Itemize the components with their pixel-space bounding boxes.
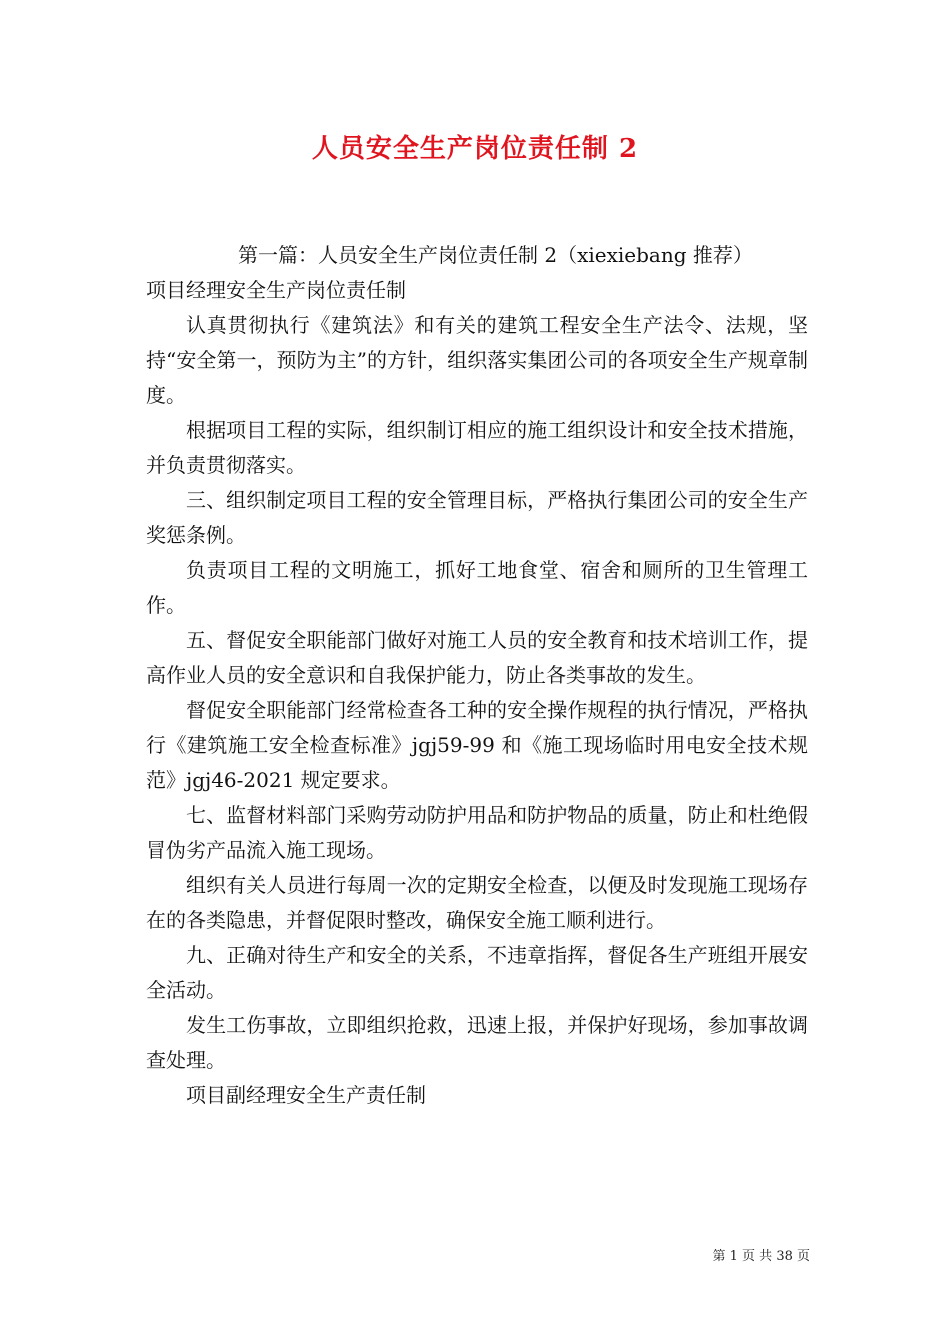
document-title: 人员安全生产岗位责任制 2 [311,134,639,164]
paragraph: 三、组织制定项目工程的安全管理目标，严格执行集团公司的安全生产奖惩条例。 [146,488,808,547]
paragraph: 根据项目工程的实际，组织制订相应的施工组织设计和安全技术措施，并负责贯彻落实。 [146,418,808,477]
document-body [146,238,808,1113]
page-number-footer: 第 1 页 共 38 页 [712,1249,810,1264]
paragraph: 七、监督材料部门采购劳动防护用品和防护物品的质量，防止和杜绝假冒伪劣产品流入施工现场。 [146,803,808,862]
paragraph: 负责项目工程的文明施工，抓好工地食堂、宿舍和厕所的卫生管理工作。 [146,558,808,617]
paragraph-section-heading: 项目经理安全生产岗位责任制 [146,278,406,302]
paragraph-chapter-heading: 第一篇：人员安全生产岗位责任制 2（xiexiebang 推荐） [238,243,753,267]
paragraph-subsection-heading: 项目副经理安全生产责任制 [186,1083,426,1107]
paragraph: 认真贯彻执行《建筑法》和有关的建筑工程安全生产法令、法规，坚持“安全第一，预防为主”的方针，组织落实集团公司的各项安全生产规章制度。 [146,313,808,407]
paragraph: 发生工伤事故，立即组织抢救，迅速上报，并保护好现场，参加事故调查处理。 [146,1013,808,1072]
paragraph: 组织有关人员进行每周一次的定期安全检查，以便及时发现施工现场存在的各类隐患，并督促限时整改，确保安全施工顺利进行。 [146,873,808,932]
paragraph: 五、督促安全职能部门做好对施工人员的安全教育和技术培训工作，提高作业人员的安全意识和自我保护能力，防止各类事故的发生。 [146,628,808,687]
paragraph: 九、正确对待生产和安全的关系，不违章指挥，督促各生产班组开展安全活动。 [146,943,808,1002]
paragraph: 督促安全职能部门经常检查各工种的安全操作规程的执行情况，严格执行《建筑施工安全检查标准》jgj59-99 和《施工现场临时用电安全技术规范》jgj46-2021 规定要求。 [146,698,808,792]
